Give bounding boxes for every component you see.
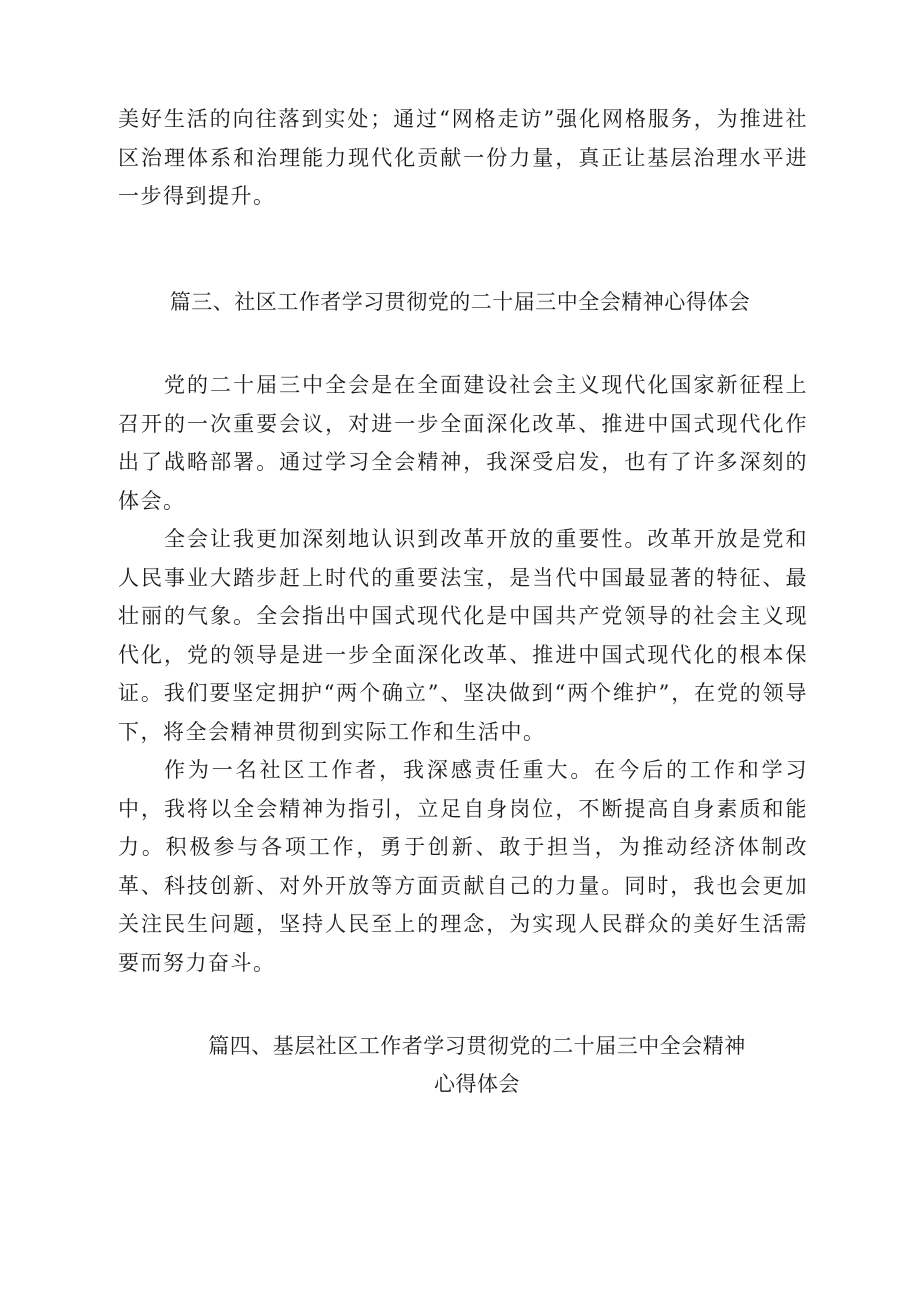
continuation-paragraph <box>118 100 808 216</box>
paragraph-text: 作为一名社区工作者，我深感责任重大。在今后的工作和学习中，我将以全会精神为指引，立足自身岗位，不断提高自身素质和能力。积极参与各项工作，勇于创新、敢于担当，为推动经济体制改革、科技创新、对外开放等方面贡献自己的力量。同时，我也会更加关注民生问题，坚持人民至上的理念，为实现人民群众的美好生活需要而努力奋斗。 <box>118 758 808 975</box>
paragraph-text: 党的二十届三中全会是在全面建设社会主义现代化国家新征程上召开的一次重要会议，对进一步全面深化改革、推进中国式现代化作出了战略部署。通过学习全会精神，我深受启发，也有了许多深刻的体会。 <box>118 373 808 513</box>
section-4-heading-line1: 篇四、基层社区工作者学习贯彻党的二十届三中全会精神 <box>208 1034 746 1058</box>
section-3-heading: 篇三、社区工作者学习贯彻党的二十届三中全会精神心得体会 <box>169 290 751 314</box>
section-4-heading-line2: 心得体会 <box>434 1072 520 1096</box>
section-3-body <box>118 366 808 982</box>
paragraph-text: 美好生活的向往落到实处；通过“网格走访”强化网格服务，为推进社区治理体系和治理能力现代化贡献一份力量，真正让基层治理水平进一步得到提升。 <box>118 107 808 208</box>
section-4-heading <box>0 1027 920 1103</box>
paragraph-text: 全会让我更加深刻地认识到改革开放的重要性。改革开放是党和人民事业大踏步赶上时代的重要法宝，是当代中国最显著的特征、最壮丽的气象。全会指出中国式现代化是中国共产党领导的社会主义现代化，党的领导是进一步全面深化改革、推进中国式现代化的根本保证。我们要坚定拥护“两个确立”、坚决做到“两个维护”，在党的领导下，将全会精神贯彻到实际工作和生活中。 <box>118 527 808 744</box>
